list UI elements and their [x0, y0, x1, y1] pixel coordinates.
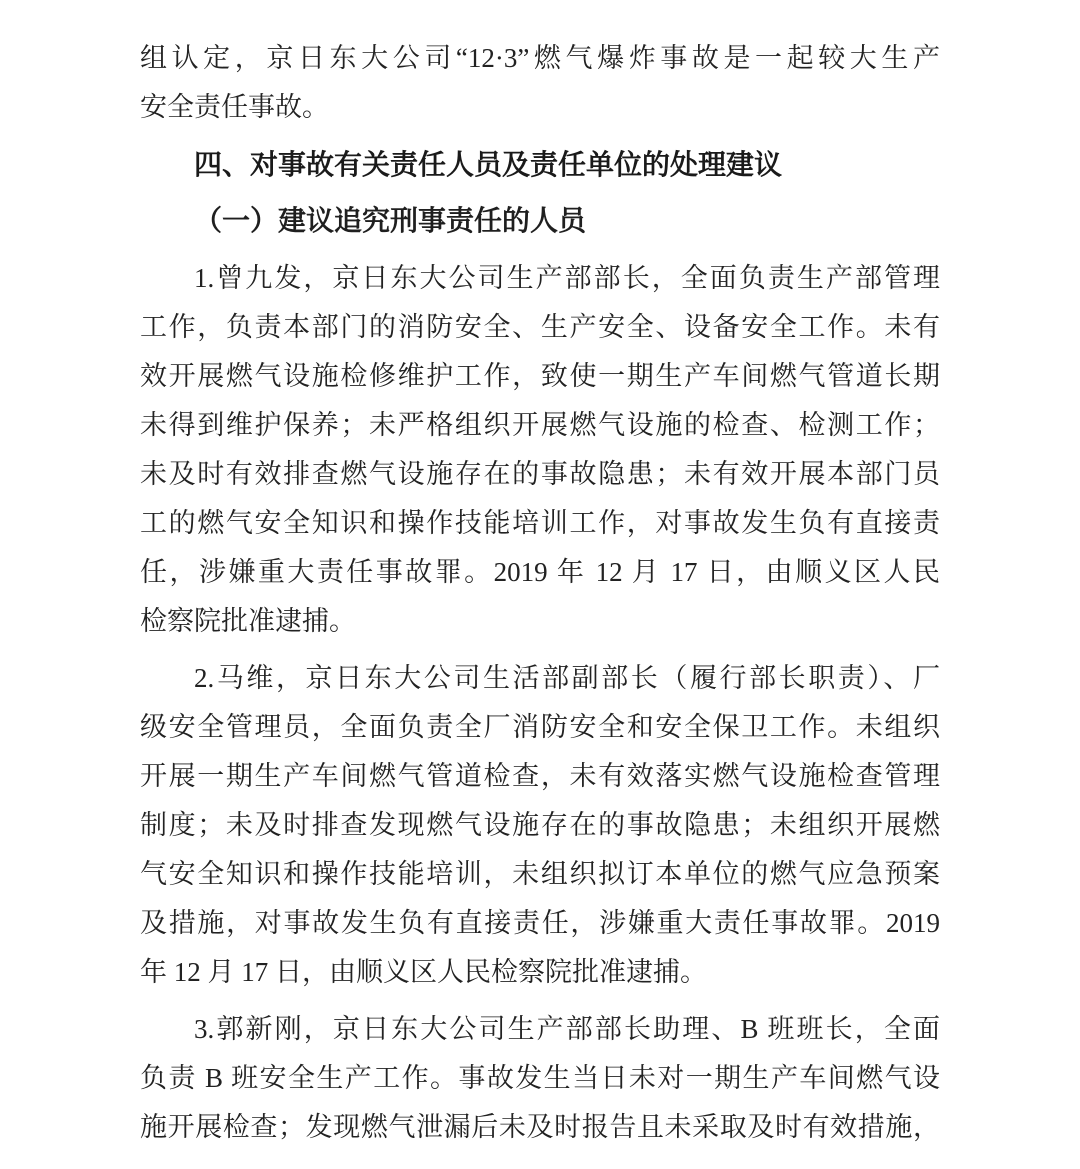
text-line: 组认定，京日东大公司“12·3”燃气爆炸事故是一起较大生产 — [140, 43, 940, 73]
text-line: 2.马维，京日东大公司生活部副部长（履行部长职责）、厂 — [194, 663, 940, 693]
paragraph — [140, 1005, 940, 1152]
text-line: 工的燃气安全知识和操作技能培训工作，对事故发生负有直接责 — [140, 508, 940, 538]
text-line: 未及时有效排查燃气设施存在的事故隐患；未有效开展本部门员 — [140, 459, 940, 489]
text-line: 四、对事故有关责任人员及责任单位的处理建议 — [194, 149, 783, 180]
text-line: 负责 B 班安全生产工作。事故发生当日未对一期生产车间燃气设 — [140, 1063, 940, 1093]
text-line: 级安全管理员，全面负责全厂消防安全和安全保卫工作。未组织 — [140, 712, 940, 742]
text-line: 开展一期生产车间燃气管道检查，未有效落实燃气设施检查管理 — [140, 761, 940, 791]
paragraph — [140, 654, 940, 997]
text-line: 气安全知识和操作技能培训，未组织拟订本单位的燃气应急预案 — [140, 859, 940, 889]
text-line: 未得到维护保养；未严格组织开展燃气设施的检查、检测工作； — [140, 410, 940, 440]
subsection-heading — [140, 197, 940, 246]
document-content — [140, 34, 940, 1160]
text-line: 3.郭新刚，京日东大公司生产部部长助理、B 班班长，全面 — [194, 1014, 940, 1044]
text-line: 1.曾九发，京日东大公司生产部部长，全面负责生产部管理 — [194, 263, 940, 293]
paragraph — [140, 254, 940, 646]
text-line: 任，涉嫌重大责任事故罪。2019 年 12 月 17 日，由顺义区人民 — [140, 557, 940, 587]
text-line: 及措施，对事故发生负有直接责任，涉嫌重大责任事故罪。2019 — [140, 908, 940, 938]
text-line: 效开展燃气设施检修维护工作，致使一期生产车间燃气管道长期 — [140, 361, 940, 391]
text-line: 年 12 月 17 日，由顺义区人民检察院批准逮捕。 — [140, 957, 707, 987]
text-line: 工作，负责本部门的消防安全、生产安全、设备安全工作。未有 — [140, 312, 940, 342]
text-line: 制度；未及时排查发现燃气设施存在的事故隐患；未组织开展燃 — [140, 810, 940, 840]
text-line: 检察院批准逮捕。 — [140, 606, 356, 636]
text-line: 安全责任事故。 — [140, 92, 329, 122]
text-line: 施开展检查；发现燃气泄漏后未及时报告且未采取及时有效措施， — [140, 1112, 940, 1142]
text-line: （一）建议追究刑事责任的人员 — [194, 206, 587, 237]
section-heading — [140, 140, 940, 189]
paragraph — [140, 34, 940, 132]
